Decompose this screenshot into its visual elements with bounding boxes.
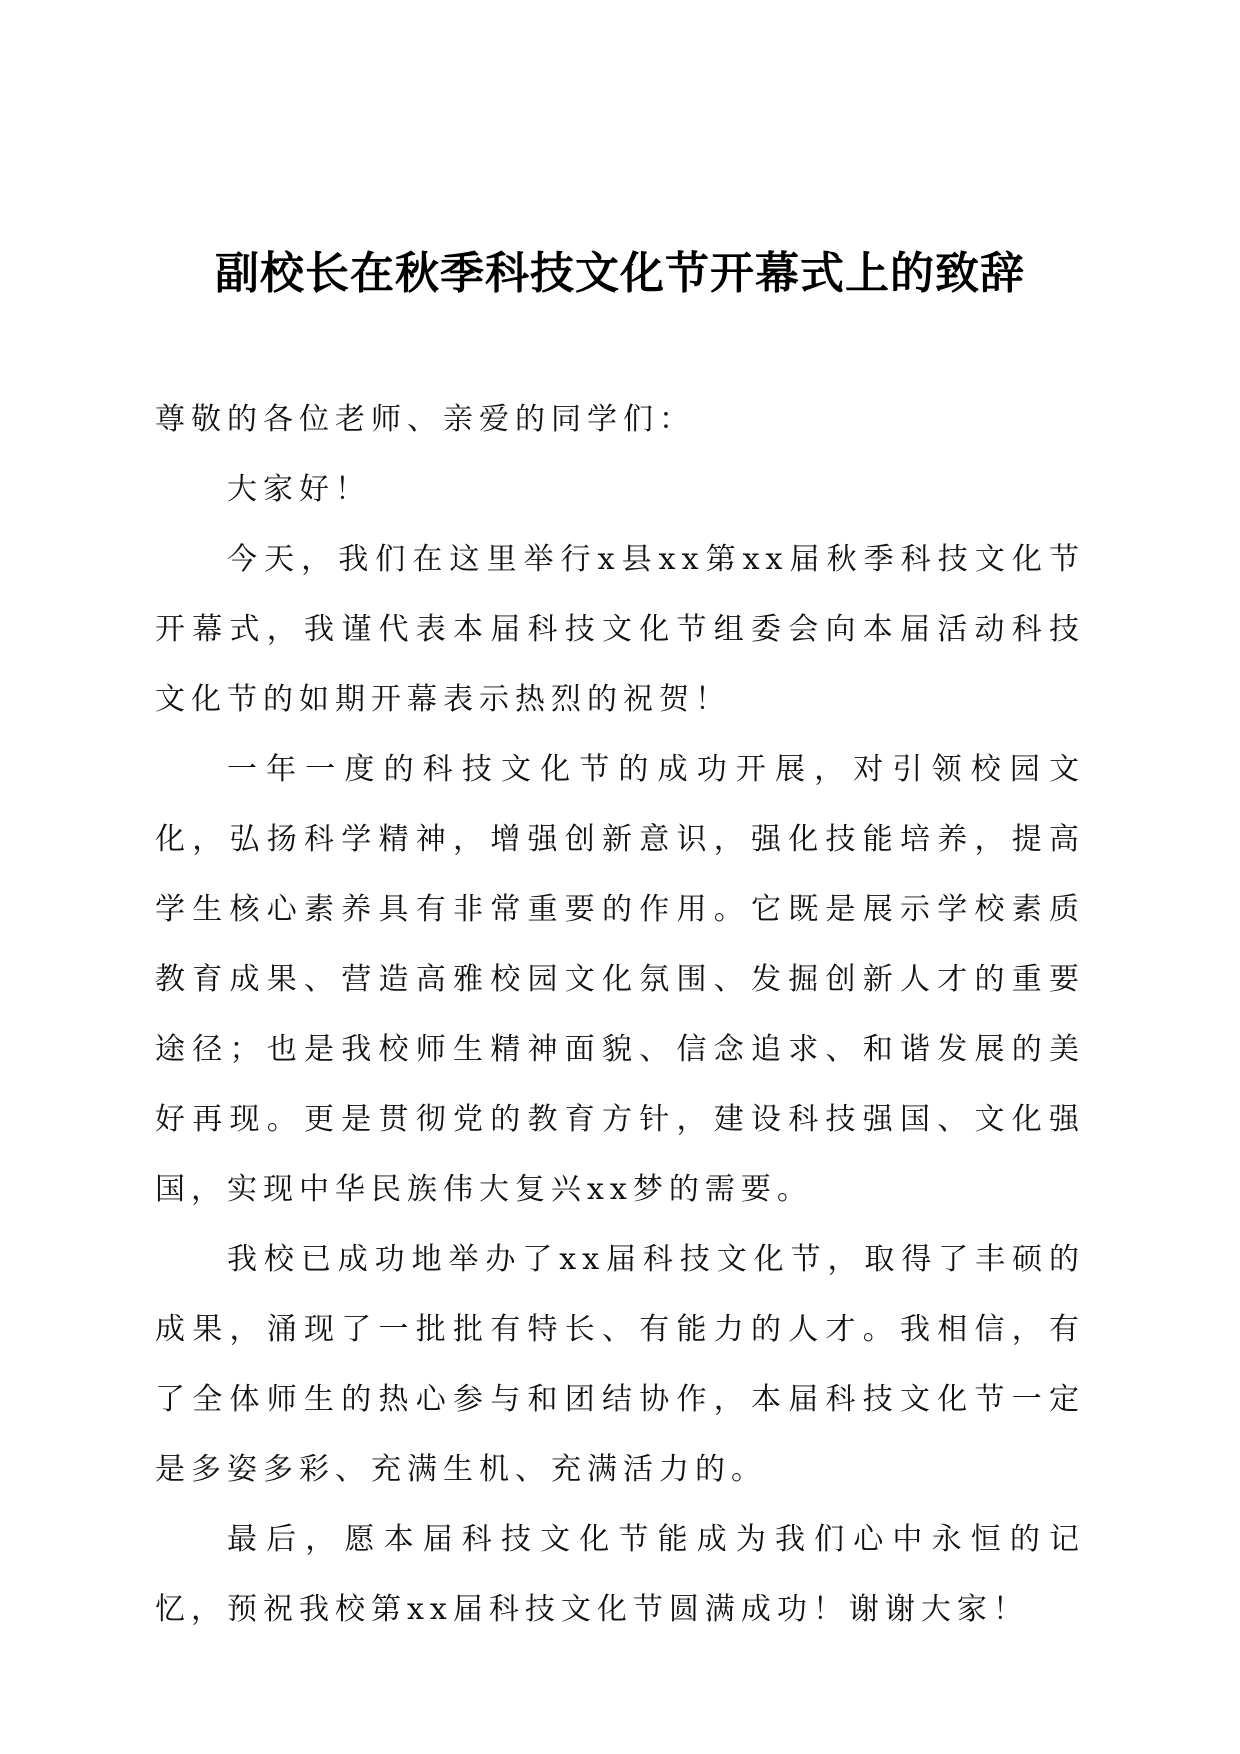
paragraph-closing: 最后，愿本届科技文化节能成为我们心中永恒的记忆，预祝我校第xx届科技文化节圆满成功！谢谢大家！ [155, 1522, 1085, 1627]
paragraph-opening: 今天，我们在这里举行x县xx第xx届秋季科技文化节开幕式，我谨代表本届科技文化节组委会向本届活动科技文化节的如期开幕表示热烈的祝贺！ [155, 542, 1085, 717]
paragraph-greeting: 大家好！ [227, 472, 371, 507]
document-body [155, 385, 1085, 1645]
document-title: 副校长在秋季科技文化节开幕式上的致辞 [215, 248, 1025, 299]
paragraph-achievements: 我校已成功地举办了xx届科技文化节，取得了丰硕的成果，涌现了一批批有特长、有能力的人才。我相信，有了全体师生的热心参与和团结协作，本届科技文化节一定是多姿多彩、充满生机、充满活力的。 [155, 1242, 1085, 1487]
salutation: 尊敬的各位老师、亲爱的同学们： [155, 402, 695, 437]
paragraph-significance: 一年一度的科技文化节的成功开展，对引领校园文化，弘扬科学精神，增强创新意识，强化技能培养，提高学生核心素养具有非常重要的作用。它既是展示学校素质教育成果、营造高雅校园文化氛围、发掘创新人才的重要途径；也是我校师生精神面貌、信念追求、和谐发展的美好再现。更是贯彻党的教育方针，建设科技强国、文化强国，实现中华民族伟大复兴xx梦的需要。 [155, 752, 1085, 1207]
